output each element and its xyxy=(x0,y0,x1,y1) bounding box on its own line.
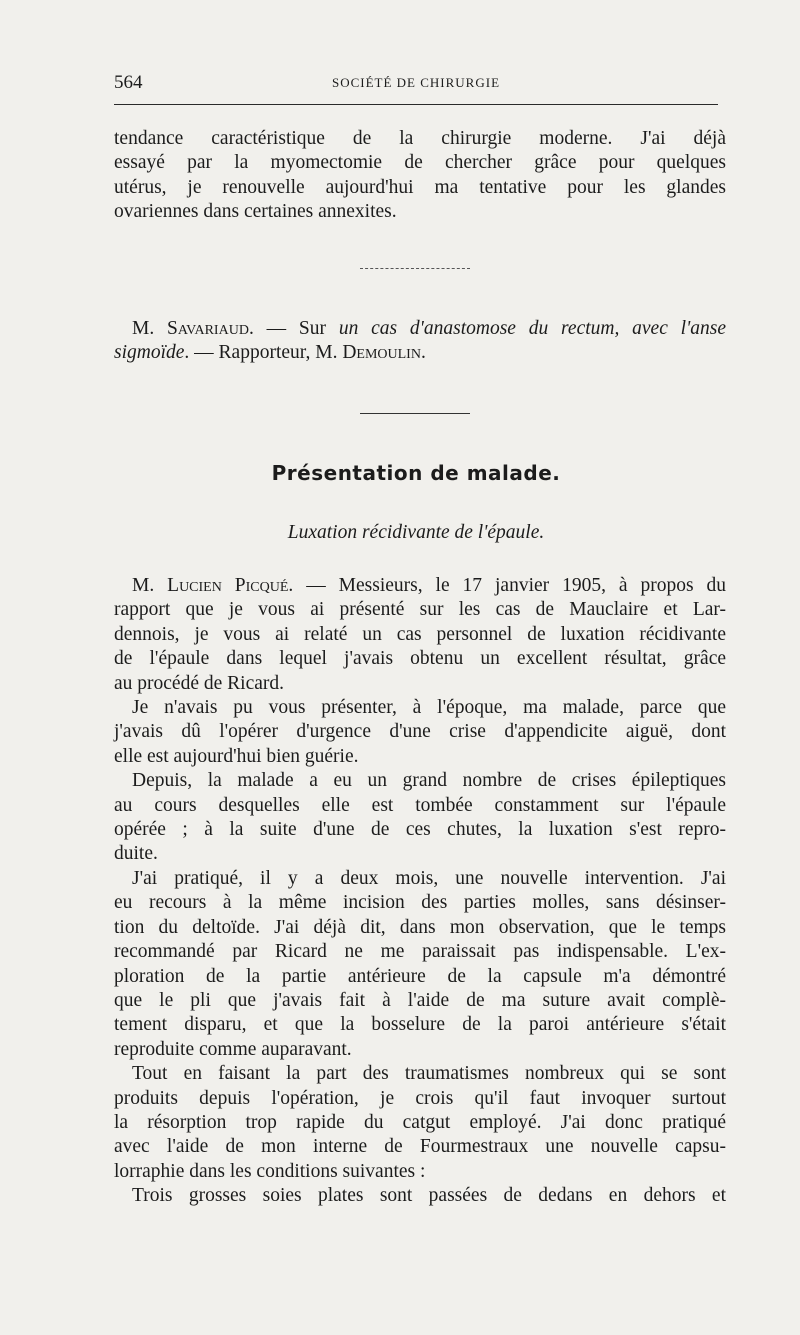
text-line xyxy=(114,341,726,365)
paragraph-text: . — Messieurs, le 17 janvier 1905, à propos du xyxy=(288,575,726,596)
text-line: dennois, je vous ai relaté un cas personnel de luxation récidivante xyxy=(114,623,726,645)
text-line: utérus, je renouvelle aujourd'hui ma tentative pour les glandes xyxy=(114,176,726,198)
text-line: au cours desquelles elle est tombée constamment sur l'épaule xyxy=(114,794,726,816)
section-heading: Présentation de malade. xyxy=(271,461,561,485)
text-line: au procédé de Ricard. xyxy=(114,672,284,694)
text-line: la résorption trop rapide du catgut employé. J'ai donc pratiqué xyxy=(114,1111,726,1133)
text-line: recommandé par Ricard ne me paraissait pas indispensable. L'ex- xyxy=(114,941,726,963)
text-line: duite. xyxy=(114,843,158,865)
report-title: un cas d'anastomose du rectum, avec l'anse xyxy=(338,318,727,339)
running-title: SOCIÉTÉ DE CHIRURGIE xyxy=(331,75,501,90)
text-line: tement disparu, et que la bosselure de la paroi antérieure s'était xyxy=(114,1014,726,1036)
page-header xyxy=(114,72,718,96)
text-line: ovariennes dans certaines annexites. xyxy=(114,201,397,223)
section-subheading: Luxation récidivante de l'épaule. xyxy=(287,522,545,543)
text-line: essayé par la myomectomie de chercher grâce pour quelques xyxy=(114,152,726,174)
speaker-name: Lucien Picqué xyxy=(167,575,289,596)
text-line: avec l'aide de mon interne de Fourmestraux une nouvelle capsu- xyxy=(114,1136,726,1158)
text-line: j'avais dû l'opérer d'urgence d'une crise d'appendicite aiguë, dont xyxy=(114,721,726,743)
text-line: reproduite comme auparavant. xyxy=(114,1038,352,1060)
report-entry xyxy=(114,317,726,366)
page-number: 564 xyxy=(114,72,143,93)
rapporteur-name: Demoulin xyxy=(342,342,421,364)
author-name: Savariaud xyxy=(167,318,249,339)
body-text xyxy=(114,574,726,1209)
text-line: que le pli que j'avais fait à l'aide de ma suture avait complè- xyxy=(114,989,726,1011)
text-line: Trois grosses soies plates sont passées de dedans en dehors et xyxy=(132,1185,726,1207)
text-line: lorraphie dans les conditions suivantes : xyxy=(114,1160,426,1182)
speaker-prefix: M. xyxy=(132,575,168,596)
end-punct: . xyxy=(420,342,426,364)
text-line: Tout en faisant la part des traumatismes nombreux qui se sont xyxy=(132,1063,726,1085)
text-line xyxy=(114,574,726,598)
text-line: tendance caractéristique de la chirurgie moderne. J'ai déjà xyxy=(114,128,726,149)
separator-text: . — Rapporteur, M. xyxy=(184,342,343,364)
text-line: Je n'avais pu vous présenter, à l'époque, ma malade, parce que xyxy=(132,697,726,719)
separator-text: . — Sur xyxy=(248,318,339,339)
text-line: eu recours à la même incision des parties molles, sans désinser- xyxy=(114,892,726,914)
text-line: de l'épaule dans lequel j'avais obtenu un excellent résultat, grâce xyxy=(114,648,726,670)
text-line: opérée ; à la suite d'une de ces chutes, la luxation s'est repro- xyxy=(114,819,726,841)
text-line: ploration de la partie antérieure de la capsule m'a démontré xyxy=(114,965,726,987)
section-separator xyxy=(360,413,470,414)
text-line: tion du deltoïde. J'ai déjà dit, dans mon observation, que le temps xyxy=(114,916,726,938)
text-line: produits depuis l'opération, je crois qu'il faut invoquer surtout xyxy=(114,1087,726,1109)
section-separator xyxy=(360,268,470,269)
text-line: elle est aujourd'hui bien guérie. xyxy=(114,745,359,767)
report-title-cont: sigmoïde xyxy=(114,342,185,364)
header-rule xyxy=(114,104,718,105)
text-line: rapport que je vous ai présenté sur les cas de Mauclaire et Lar- xyxy=(114,599,726,621)
author-prefix: M. xyxy=(132,318,168,339)
text-line xyxy=(114,317,726,341)
intro-paragraph xyxy=(114,127,726,225)
text-line: Depuis, la malade a eu un grand nombre de crises épileptiques xyxy=(132,770,726,792)
text-line: J'ai pratiqué, il y a deux mois, une nouvelle intervention. J'ai xyxy=(132,867,726,889)
